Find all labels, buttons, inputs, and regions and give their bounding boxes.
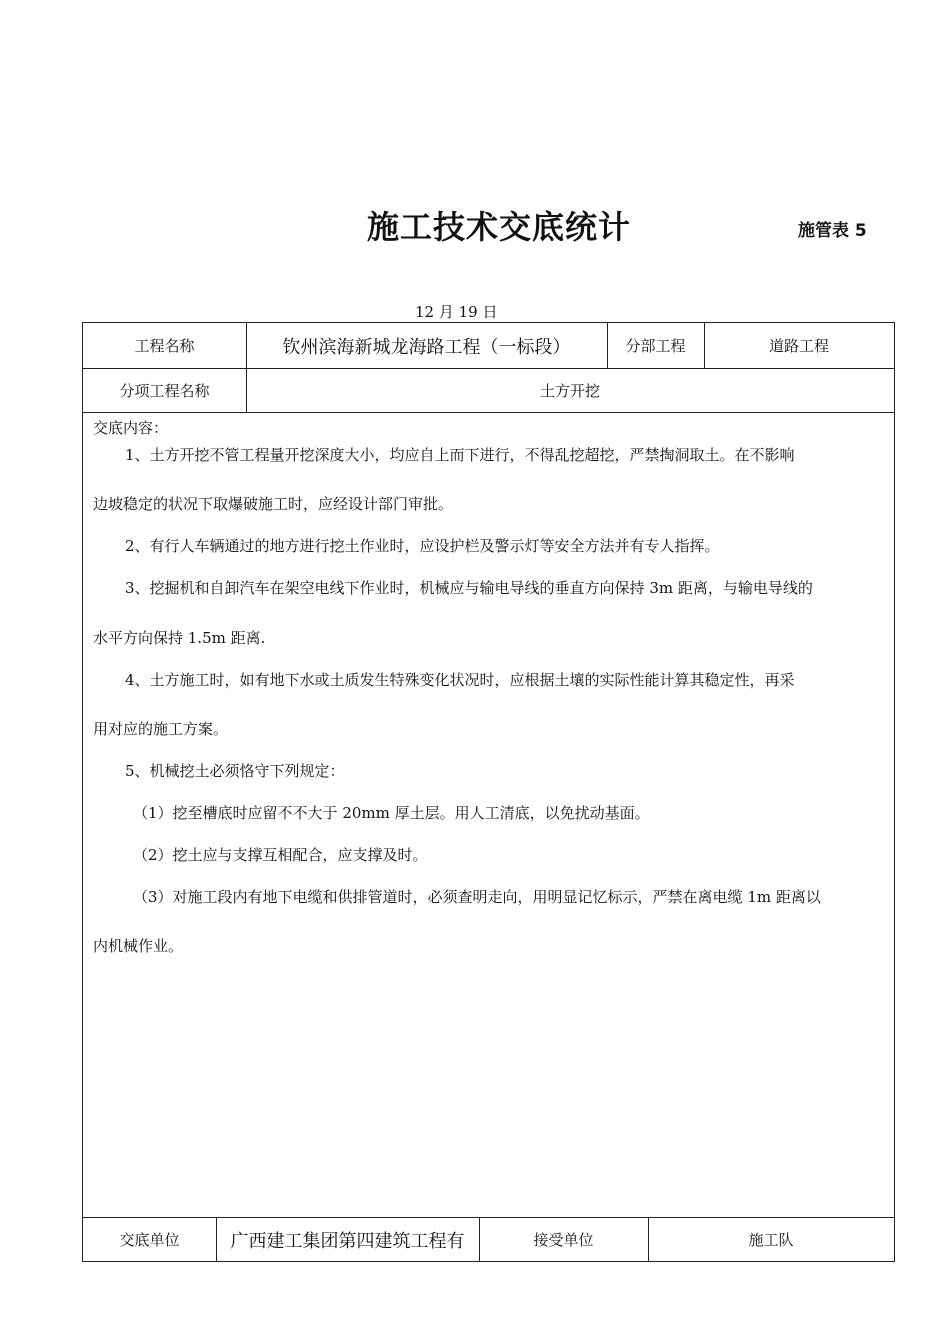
row-divider	[83, 412, 894, 413]
content-line: 用对应的施工方案。	[93, 720, 229, 738]
content-line: （3）对施工段内有地下电缆和供排管道时，必须查明走向，用明显记忆标示，严禁在离电缆 1m 距离以	[133, 888, 821, 906]
content-line: 内机械作业。	[93, 937, 184, 955]
receiver-label: 接受单位	[533, 1231, 594, 1249]
receiver-value: 施工队	[748, 1231, 794, 1249]
issuer-label: 交底单位	[119, 1231, 180, 1249]
content-line: 4、土方施工时，如有地下水或土质发生特殊变化状况时，应根据土壤的实际性能计算其稳定性，再采	[125, 671, 795, 689]
issuer-value: 广西建工集团第四建筑工程有	[230, 1230, 465, 1252]
content-line: 2、有行人车辆通过的地方进行挖土作业时，应设护栏及警示灯等安全方法并有专人指挥。	[125, 537, 720, 555]
division-value: 道路工程	[768, 337, 829, 355]
document-title: 施工技术交底统计	[366, 208, 631, 246]
content-heading: 交底内容：	[93, 419, 169, 437]
subitem-value: 土方开挖	[539, 381, 600, 400]
content-line: 水平方向保持 1.5m 距离.	[93, 629, 266, 647]
content-line: （1）挖至槽底时应留不不大于 20mm 厚土层。用人工清底，以免扰动基面。	[133, 804, 650, 822]
content-line: （2）挖土应与支撑互相配合，应支撑及时。	[133, 846, 428, 864]
project-name-label: 工程名称	[134, 337, 195, 355]
division-label: 分部工程	[625, 337, 686, 355]
disclosure-form-table	[82, 322, 895, 1262]
content-line: 边坡稳定的状况下取爆破施工时，应经设计部门审批。	[93, 495, 454, 513]
form-code: 施管表 5	[798, 221, 867, 241]
project-name-value: 钦州滨海新城龙海路工程（一标段）	[282, 336, 571, 358]
content-line: 5、机械挖土必须恪守下列规定：	[125, 762, 345, 780]
content-line: 3、挖掘机和自卸汽车在架空电线下作业时，机械应与输电导线的垂直方向保持 3m 距离，与输电导线的	[125, 579, 813, 597]
subitem-label: 分项工程名称	[119, 381, 210, 400]
content-line: 1、土方开挖不管工程量开挖深度大小，均应自上而下进行，不得乱挖超挖，严禁掏洞取土。在不影响	[125, 446, 795, 464]
document-date: 12 月 19 日	[415, 303, 498, 321]
